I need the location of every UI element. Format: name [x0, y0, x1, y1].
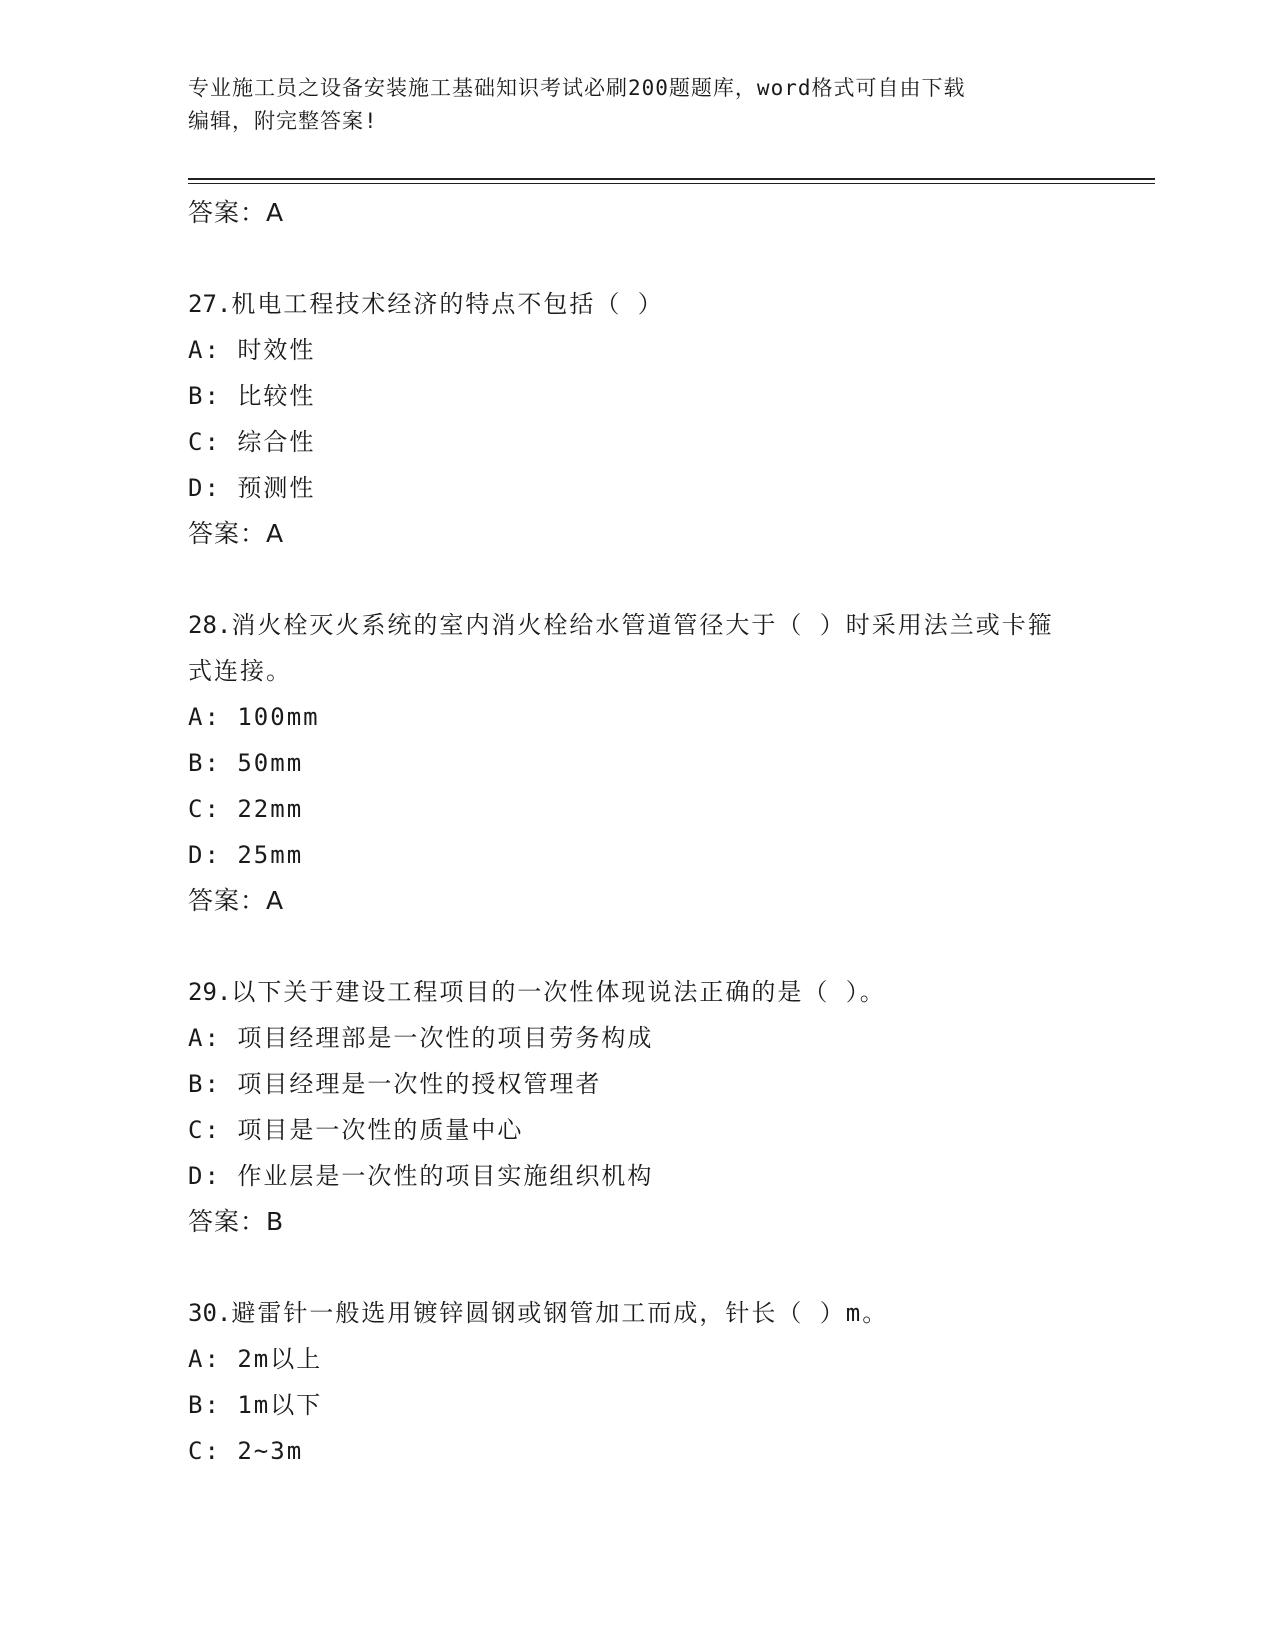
option-b: B: 50mm [188, 749, 304, 777]
option-a: A: 时效性 [188, 336, 316, 364]
option-a: A: 项目经理部是一次性的项目劳务构成 [188, 1024, 654, 1052]
question-29 [188, 969, 1088, 1245]
question-text [188, 969, 1068, 1015]
question-30 [188, 1290, 1088, 1474]
question-number: 30. [188, 1299, 232, 1327]
question-number: 28. [188, 611, 232, 639]
header-divider-thin [188, 183, 1155, 184]
answer-line: 答案：A [188, 519, 285, 548]
question-stem: 消火栓灭火系统的室内消火栓给水管道管径大于（ ）时采用法兰或卡箍式连接。 [188, 611, 1054, 685]
option-c: C: 项目是一次性的质量中心 [188, 1116, 524, 1144]
question-number: 27. [188, 290, 232, 318]
question-text [188, 281, 1068, 327]
question-stem: 机电工程技术经济的特点不包括（ ） [231, 290, 664, 318]
option-b: B: 1m以下 [188, 1391, 323, 1419]
option-c: C: 22mm [188, 795, 304, 823]
header-line-1: 专业施工员之设备安装施工基础知识考试必刷200题题库，word格式可自由下载 [188, 76, 966, 100]
answer-line: 答案：A [188, 886, 285, 915]
option-a: A: 2m以上 [188, 1345, 323, 1373]
question-text [188, 1290, 1068, 1336]
question-text [188, 602, 1068, 694]
question-27 [188, 281, 1088, 557]
header-line-2: 编辑，附完整答案! [188, 109, 378, 133]
option-b: B: 比较性 [188, 382, 316, 410]
option-d: D: 25mm [188, 841, 304, 869]
answer-line: 答案：A [188, 198, 285, 227]
answer-line: 答案：B [188, 1207, 285, 1236]
question-stem: 避雷针一般选用镀锌圆钢或钢管加工而成，针长（ ）m。 [231, 1299, 889, 1327]
option-d: D: 作业层是一次性的项目实施组织机构 [188, 1162, 654, 1190]
option-c: C: 综合性 [188, 428, 316, 456]
question-28 [188, 602, 1088, 924]
document-header [188, 72, 1068, 138]
question-stem: 以下关于建设工程项目的一次性体现说法正确的是（ ）。 [231, 978, 886, 1006]
option-a: A: 100mm [188, 703, 320, 731]
question-list [188, 190, 1088, 1474]
option-b: B: 项目经理是一次性的授权管理者 [188, 1070, 602, 1098]
question-number: 29. [188, 978, 232, 1006]
option-d: D: 预测性 [188, 474, 316, 502]
option-c: C: 2~3m [188, 1437, 304, 1465]
header-divider-thick [188, 178, 1155, 180]
